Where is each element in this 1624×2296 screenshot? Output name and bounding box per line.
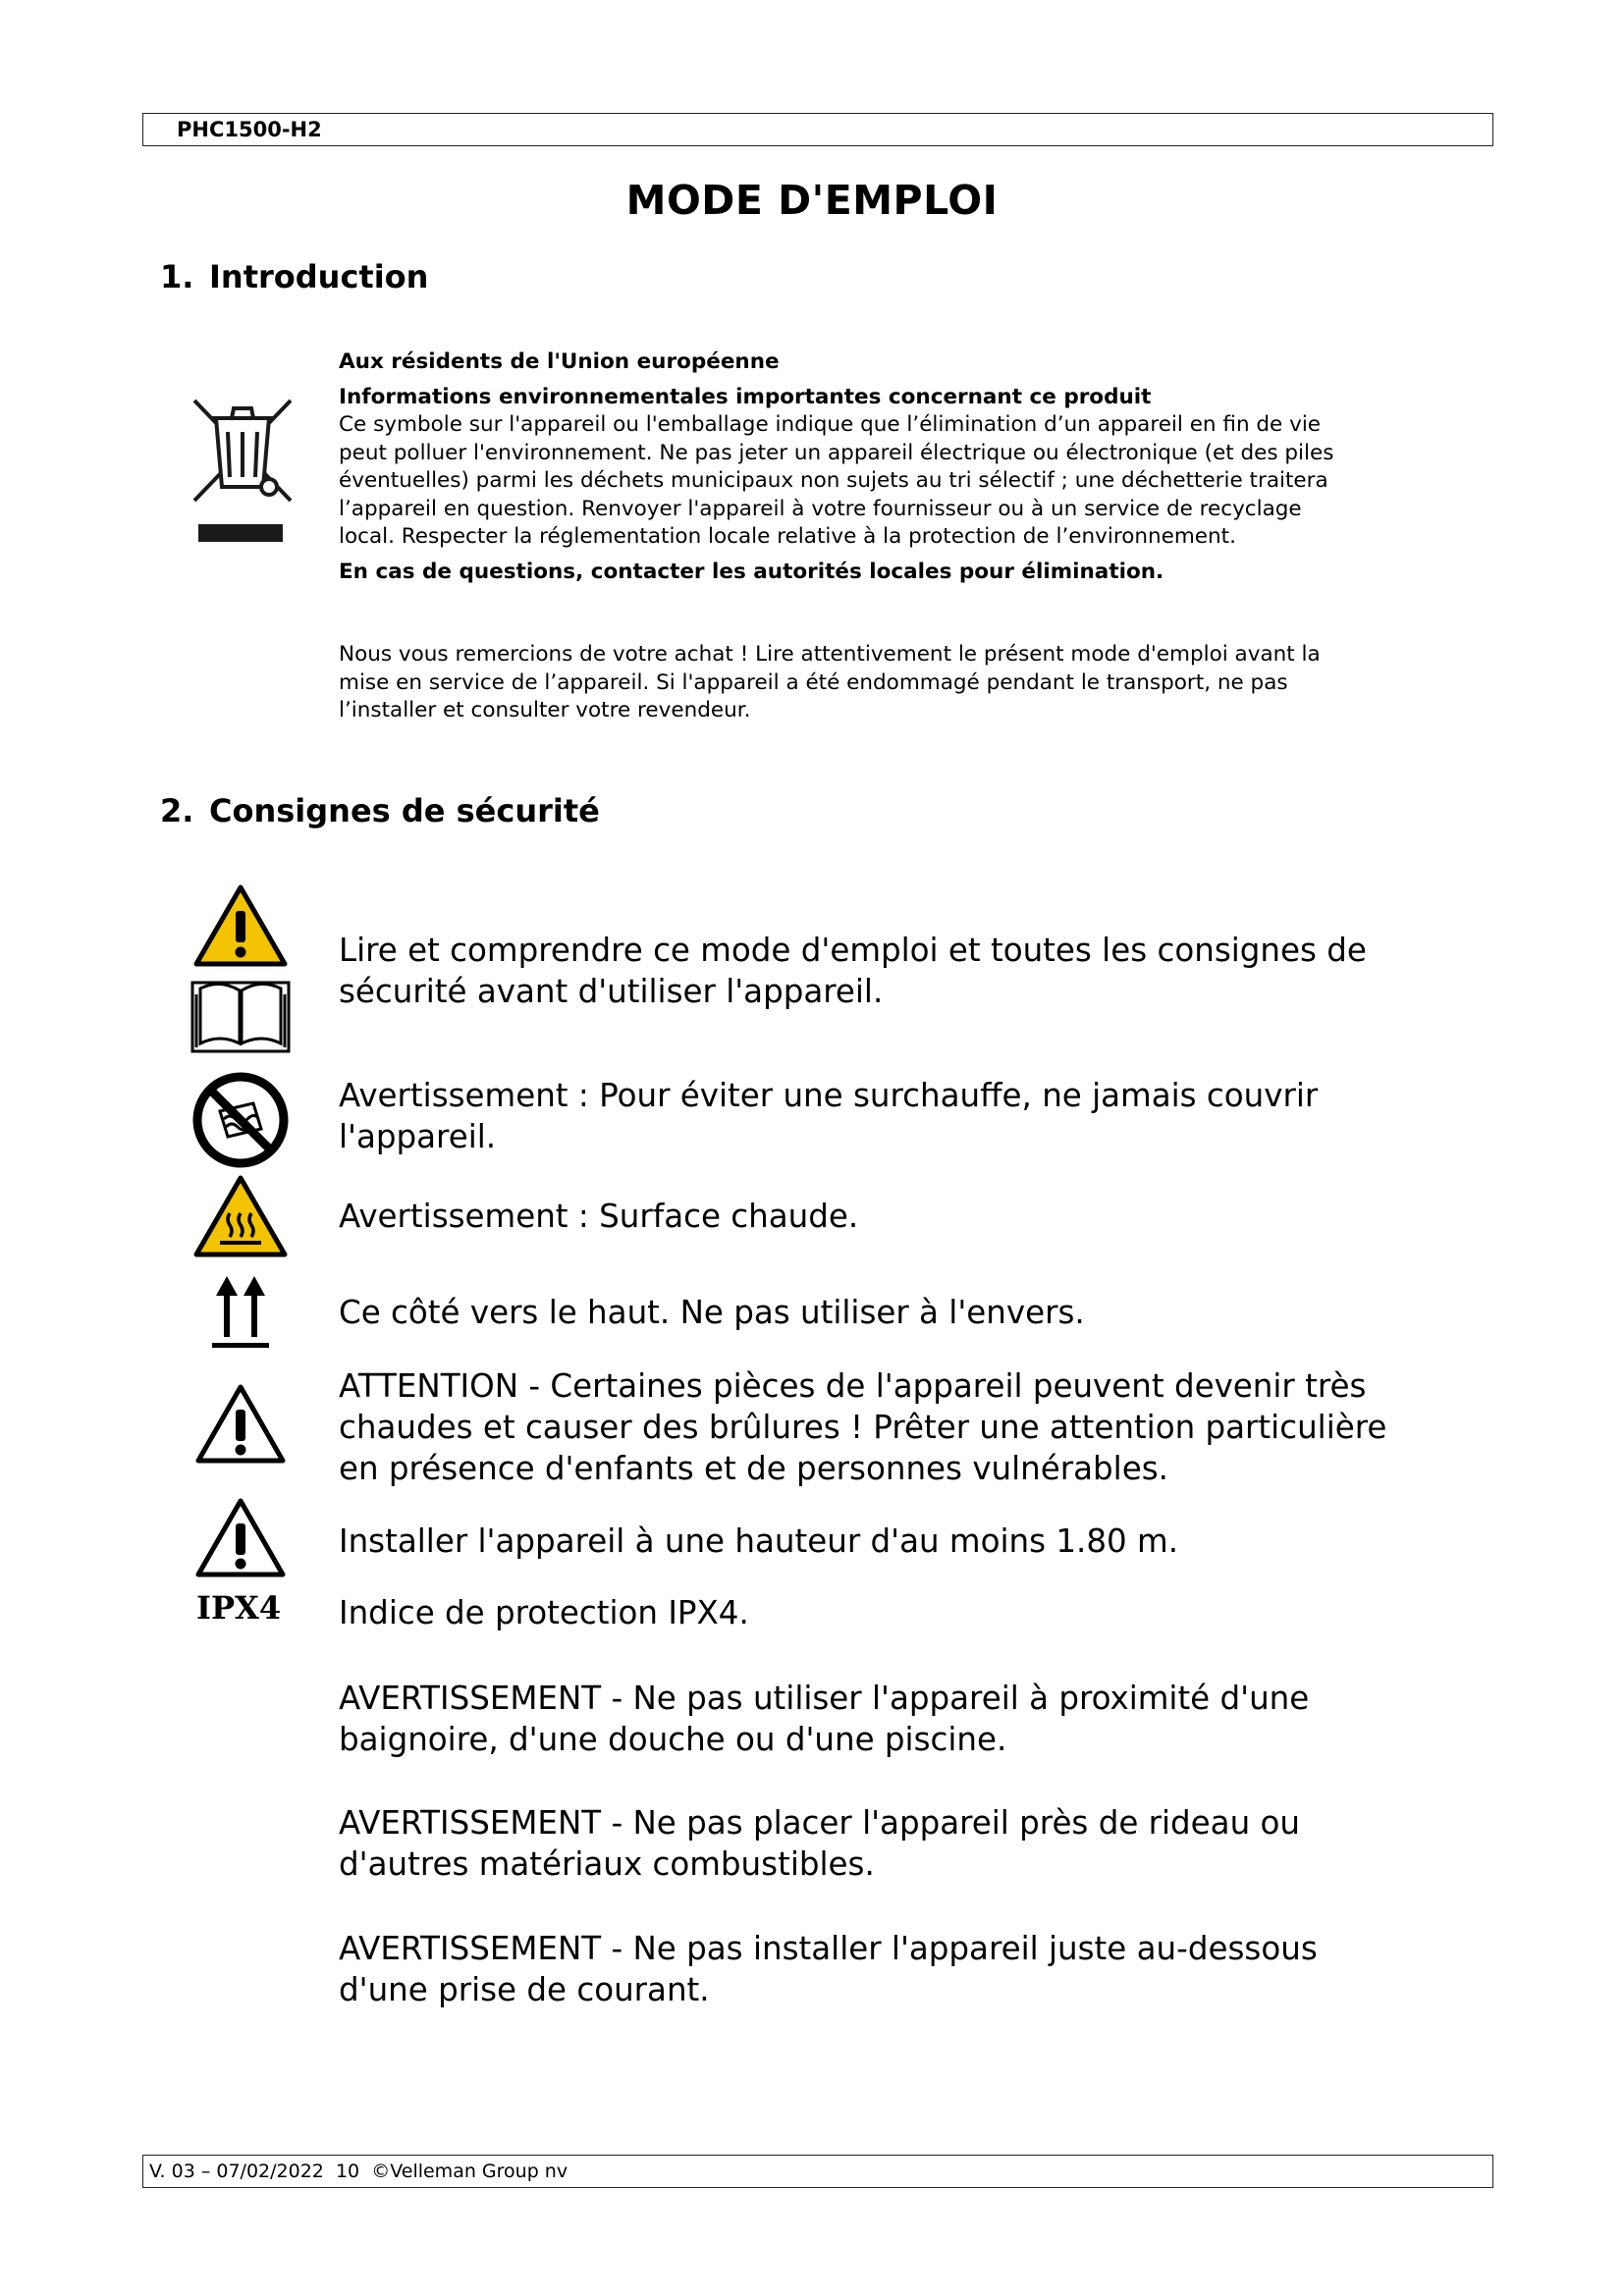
paragraph-line: l’installer et consulter votre revendeur. <box>339 698 751 722</box>
eu-residents-heading: Aux résidents de l'Union européenne <box>339 349 780 374</box>
environmental-notice <box>339 348 1448 586</box>
this-side-up-icon <box>210 1274 271 1351</box>
document-header <box>142 113 1493 146</box>
safety-bath-warning <box>339 1678 1468 1760</box>
paragraph-line: peut polluer l'environnement. Ne pas jeter un appareil électrique ou électronique (et des piles <box>339 440 1334 465</box>
read-manual-book-icon <box>189 975 293 1055</box>
paragraph-line: éventuelles) parmi les déchets municipaux non sujets au tri sélectif ; une déchetterie traitera <box>339 468 1328 493</box>
safety-line: en présence d'enfants et de personnes vulnérables. <box>339 1450 1168 1487</box>
ipx4-label: IPX4 <box>196 1589 282 1627</box>
paragraph-line: Ce symbole sur l'appareil ou l'emballage indique que l’élimination d’un appareil en fin de vie <box>339 412 1322 437</box>
safety-line: AVERTISSEMENT - Ne pas utiliser l'appareil à proximité d'une <box>339 1680 1310 1717</box>
section-number: 2. <box>160 792 194 829</box>
safety-no-cover <box>339 1075 1468 1157</box>
safety-line: l'appareil. <box>339 1118 497 1155</box>
weee-crossed-bin-icon <box>185 391 300 550</box>
thanks-paragraph <box>339 641 1448 725</box>
section-heading-safety <box>160 792 600 829</box>
warning-triangle-icon <box>192 883 289 968</box>
warning-triangle-icon <box>194 1496 287 1578</box>
section-title: Consignes de sécurité <box>209 792 600 829</box>
environmental-info-heading: Informations environnementales importantes concernant ce produit <box>339 384 1152 409</box>
paragraph-line: Nous vous remercions de votre achat ! Lire attentivement le présent mode d'emploi avant la <box>339 642 1321 667</box>
safety-socket-warning <box>339 1928 1468 2010</box>
safety-line: sécurité avant d'utiliser l'appareil. <box>339 973 884 1010</box>
safety-line: AVERTISSEMENT - Ne pas placer l'appareil près de rideau ou <box>339 1804 1300 1842</box>
safety-curtain-warning <box>339 1802 1468 1885</box>
safety-line: Avertissement : Surface chaude. <box>339 1198 859 1235</box>
section-number: 1. <box>160 258 194 295</box>
paragraph-line: local. Respecter la réglementation locale relative à la protection de l’environnement. <box>339 524 1236 549</box>
safety-attention-burns <box>339 1365 1468 1489</box>
safety-line: ATTENTION - Certaines pièces de l'appareil peuvent devenir très <box>339 1367 1367 1405</box>
page-title: MODE D'EMPLOI <box>625 177 999 224</box>
safety-line: Avertissement : Pour éviter une surchauffe, ne jamais couvrir <box>339 1077 1319 1114</box>
safety-line: d'autres matériaux combustibles. <box>339 1845 875 1883</box>
paragraph-line: mise en service de l’appareil. Si l'appareil a été endommagé pendant le transport, ne pas <box>339 669 1288 695</box>
hot-surface-icon <box>192 1174 289 1258</box>
safety-install-height <box>339 1521 1468 1562</box>
paragraph-line: l’appareil en question. Renvoyer l'appareil à votre fournisseur ou à un service de recyclage <box>339 496 1302 521</box>
section-title: Introduction <box>209 258 429 295</box>
safety-line: chaudes et causer des brûlures ! Prêter une attention particulière <box>339 1409 1387 1446</box>
safety-line: Lire et comprendre ce mode d'emploi et toutes les consignes de <box>339 932 1367 969</box>
safety-line: Indice de protection IPX4. <box>339 1594 749 1631</box>
safety-line: Installer l'appareil à une hauteur d'au moins 1.80 m. <box>339 1522 1179 1560</box>
do-not-cover-icon <box>190 1070 291 1170</box>
safety-line: d'une prise de courant. <box>339 1971 710 2008</box>
safety-line: Ce côté vers le haut. Ne pas utiliser à l'envers. <box>339 1294 1085 1331</box>
safety-this-side-up <box>339 1292 1468 1333</box>
safety-ipx-rating <box>339 1592 1468 1633</box>
section-heading-introduction <box>160 258 428 295</box>
safety-read-manual <box>339 930 1468 1012</box>
safety-line: baignoire, d'une douche ou d'une piscine. <box>339 1721 1007 1758</box>
model-number: PHC1500-H2 <box>177 118 322 141</box>
document-footer: V. 03 – 07/02/2022 10 ©Velleman Group nv <box>142 2155 1493 2188</box>
environmental-paragraph <box>339 411 1448 552</box>
safety-line: AVERTISSEMENT - Ne pas installer l'appareil juste au-dessous <box>339 1930 1318 1967</box>
safety-hot-surface <box>339 1196 1468 1237</box>
questions-note: En cas de questions, contacter les autorités locales pour élimination. <box>339 559 1164 584</box>
attention-triangle-icon <box>194 1382 287 1465</box>
